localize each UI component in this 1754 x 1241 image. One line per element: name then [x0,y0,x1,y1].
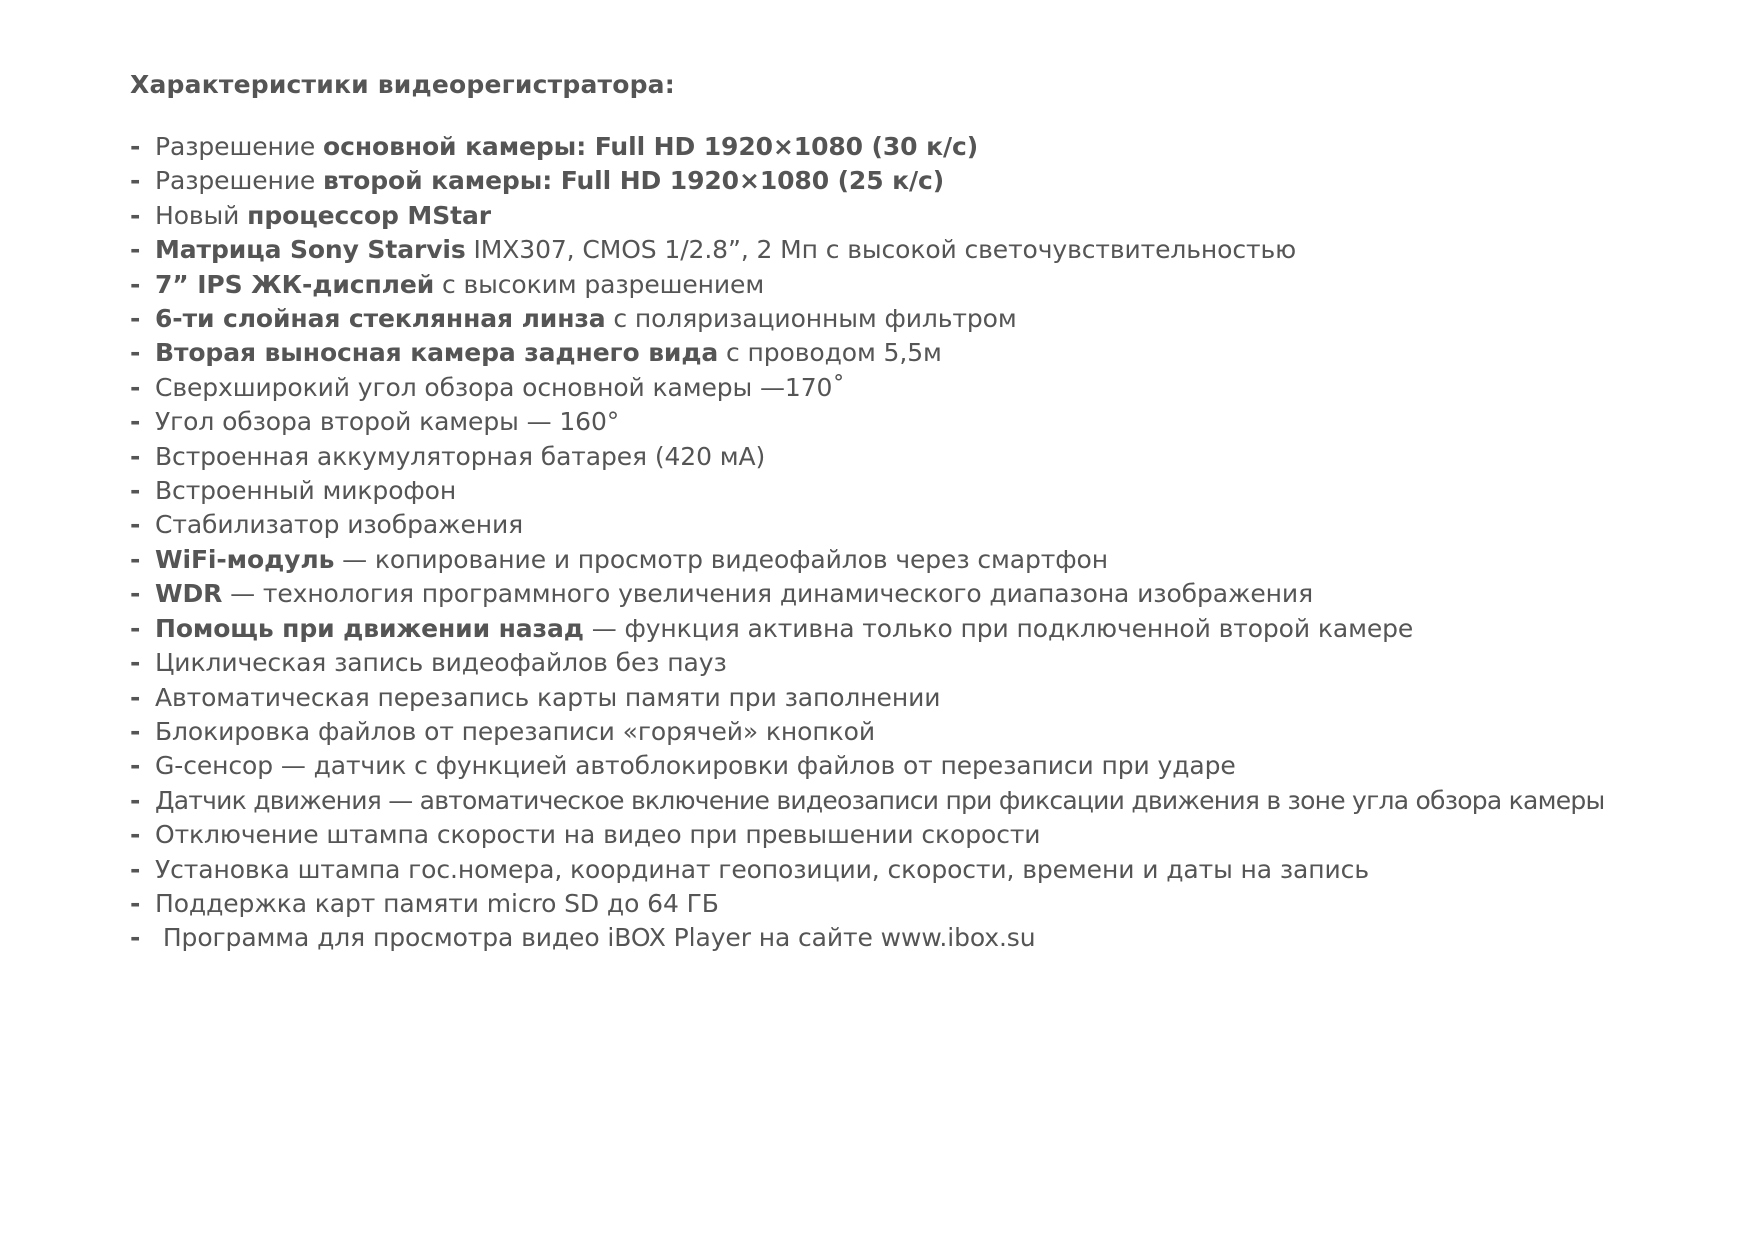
spec-item [130,887,1730,921]
bullet-dash: - [130,751,141,781]
spec-text: G-сенсор — датчик с функцией автоблокировки файлов от перезаписи при ударе [155,751,1236,781]
spec-item [130,130,1730,164]
spec-text: Датчик движения — автоматическое включение видеозаписи при фиксации движения в зоне угла обзора камеры [155,785,1605,815]
spec-item [130,268,1730,302]
spec-text: Поддержка карт памяти micro SD до 64 ГБ [155,888,719,918]
spec-item [130,612,1730,646]
spec-text: с проводом 5,5м [718,338,942,368]
spec-text: Разрешение [155,132,324,161]
spec-item [130,508,1730,542]
spec-text-bold: процессор MStar [247,200,491,230]
bullet-dash: - [130,338,141,368]
spec-text: Угол обзора второй камеры — 160° [155,407,620,437]
bullet-dash: - [130,441,141,471]
bullet-dash: - [130,407,141,437]
bullet-dash: - [130,854,141,884]
page-title: Характеристики видеорегистратора: [130,70,675,99]
spec-item [130,474,1730,508]
spec-list [130,130,1730,956]
spec-text: Отключение штампа скорости на видео при превышении скорости [155,820,1041,850]
bullet-dash: - [130,716,141,746]
spec-text: с поляризационным фильтром [605,304,1017,334]
spec-text: Стабилизатор изображения [155,510,524,540]
spec-item [130,818,1730,852]
spec-text: Блокировка файлов от перезаписи «горячей» кнопкой [155,716,875,746]
spec-item [130,164,1730,198]
bullet-dash: - [130,613,141,643]
bullet-dash: - [130,544,141,574]
spec-text-bold: Вторая выносная камера заднего вида [155,338,719,368]
bullet-dash: - [130,166,141,196]
bullet-dash: - [130,510,141,540]
spec-text: — функция активна только при подключенной второй камере [583,613,1414,643]
spec-text: Сверхширокий угол обзора основной камеры —170˚ [155,372,845,402]
spec-text: Встроенная аккумуляторная батарея (420 мА) [155,441,766,471]
spec-item [130,784,1730,818]
spec-text-bold: второй камеры: Full HD 1920×1080 (25 к/с) [323,166,945,196]
spec-text: Автоматическая перезапись карты памяти при заполнении [155,682,941,712]
bullet-dash: - [130,888,141,918]
spec-item [130,302,1730,336]
spec-item [130,440,1730,474]
bullet-dash: - [130,820,141,850]
spec-text-bold: 7” IPS ЖК-дисплей [155,269,435,299]
spec-item [130,233,1730,267]
bullet-dash: - [130,372,141,402]
spec-text: — технология программного увеличения динамического диапазона изображения [222,579,1314,609]
spec-text: Программа для просмотра видео iBOX Player на сайте www.ibox.su [155,923,1036,953]
spec-item [130,921,1730,955]
spec-item [130,681,1730,715]
spec-text: Новый [155,200,248,230]
bullet-dash: - [130,200,141,230]
bullet-dash: - [130,304,141,334]
spec-text: Встроенный микрофон [155,476,457,506]
spec-text-bold: основной камеры: Full HD 1920×1080 (30 к/с) [323,132,979,161]
spec-item [130,577,1730,611]
spec-sheet [130,64,1730,956]
spec-item [130,749,1730,783]
bullet-dash: - [130,132,141,161]
spec-item [130,199,1730,233]
spec-text: — копирование и просмотр видеофайлов через смартфон [334,544,1108,574]
spec-item [130,715,1730,749]
spec-text: IMX307, CMOS 1/2.8”, 2 Мп с высокой светочувствительностью [465,235,1297,265]
spec-text: с высоким разрешением [434,269,765,299]
spec-item [130,371,1730,405]
bullet-dash: - [130,648,141,678]
bullet-dash: - [130,476,141,506]
spec-item [130,543,1730,577]
spec-item [130,405,1730,439]
spec-text-bold: Помощь при движении назад [155,613,584,643]
bullet-dash: - [130,785,140,815]
spec-item [130,853,1730,887]
spec-text-bold: Матрица Sony Starvis [155,235,466,265]
bullet-dash: - [130,579,141,609]
spec-text: Циклическая запись видеофайлов без пауз [155,648,727,678]
spec-text-bold: 6-ти слойная стеклянная линза [155,304,606,334]
bullet-dash: - [130,269,141,299]
bullet-dash: - [130,923,141,953]
bullet-dash: - [130,235,141,265]
spec-text-bold: WiFi-модуль [155,544,335,574]
spec-text-bold: WDR [155,579,223,609]
spec-text: Разрешение [155,166,324,196]
spec-item [130,336,1730,370]
bullet-dash: - [130,682,141,712]
spec-text: Установка штампа гос.номера, координат геопозиции, скорости, времени и даты на запись [155,854,1369,884]
spec-item [130,646,1730,680]
